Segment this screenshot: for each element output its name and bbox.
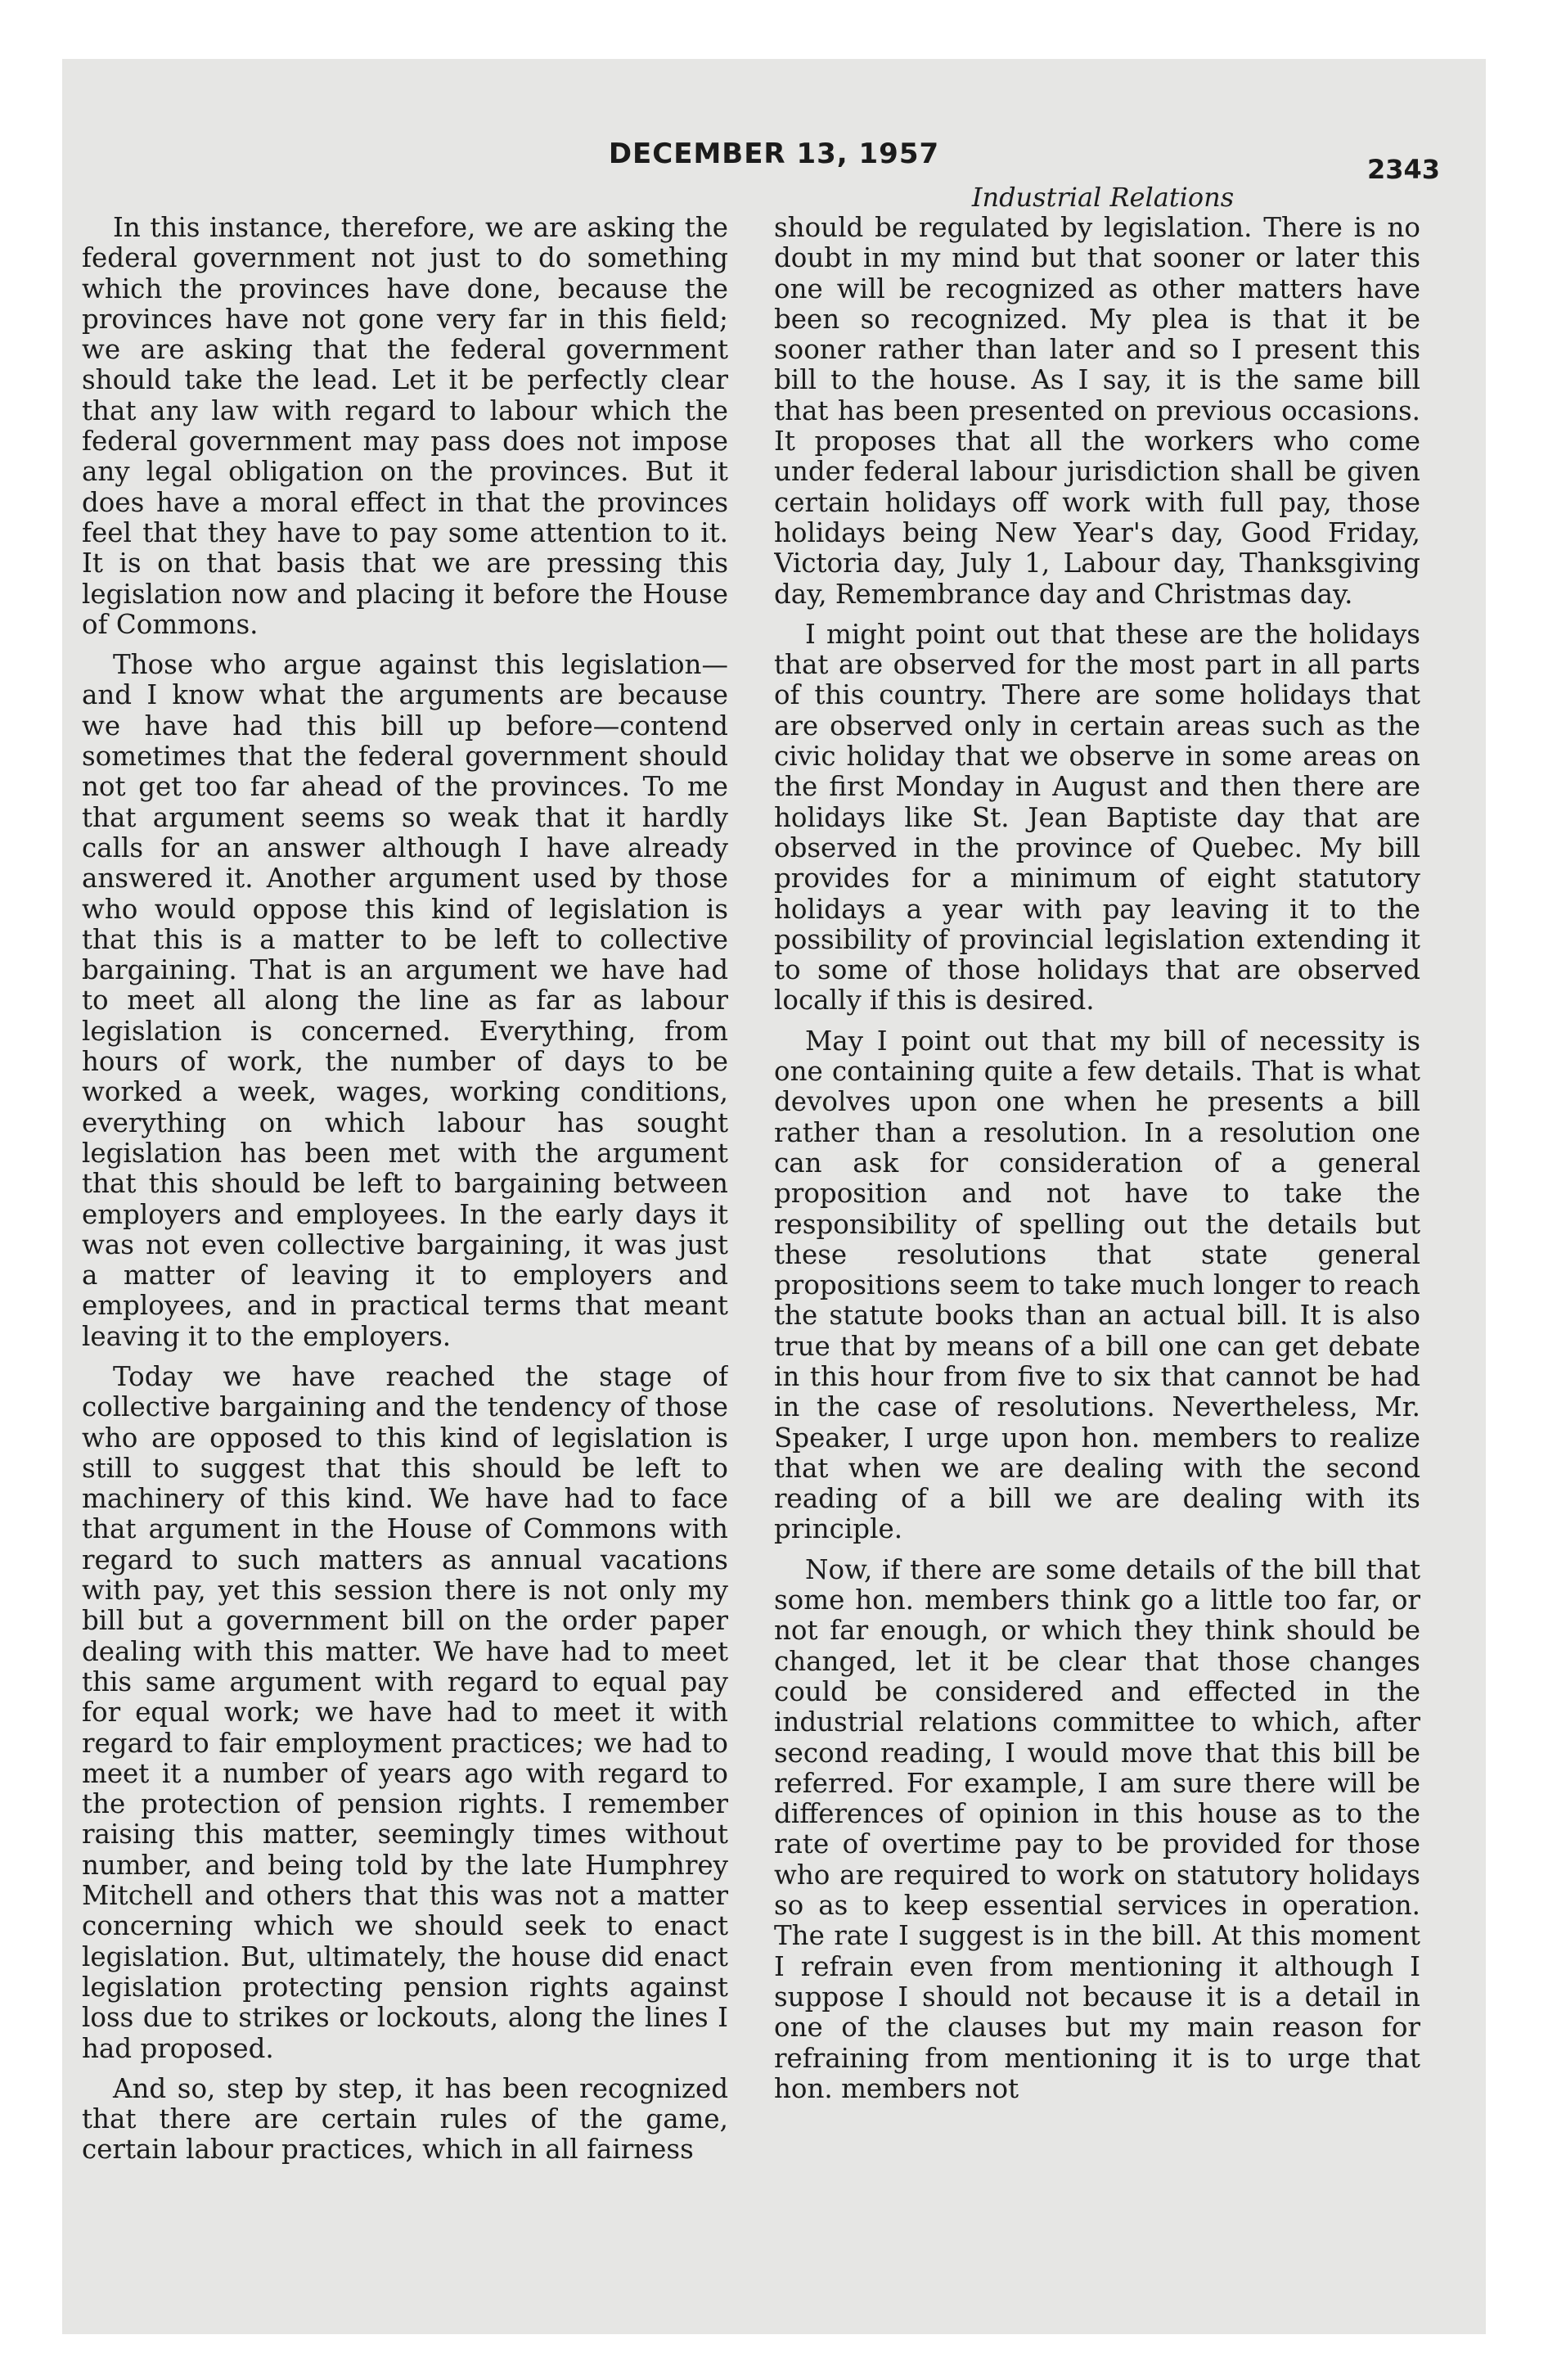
left-paragraph-4: And so, step by step, it has been recognized that there are certain rules of the game, certain labour practices, which in all fairness <box>82 2072 728 2166</box>
right-paragraph-3: May I point out that my bill of necessity is one containing quite a few details. That is what devolves upon one when he presents a bill rather than a resolution. In a resolution one can ask for consideration of a general proposition and not have to take the responsibility of spelling out the details but these resolutions that state general propositions seem to take much longer to reach the statute books than an actual bill. It is also true that by means of a bill one can get debate in this hour from five to six that cannot be had in the case of resolutions. Nevertheless, Mr. Speaker, I urge upon hon. members to realize that when we are dealing with the second reading of a bill we are dealing with its principle. <box>774 1025 1420 1545</box>
right-column <box>774 213 1420 2292</box>
left-paragraph-3: Today we have reached the stage of collective bargaining and the tendency of those who are opposed to this kind of legislation is still to suggest that this should be left to machinery of this kind. We have had to face that argument in the House of Commons with regard to such matters as annual vacations with pay, yet this session there is not only my bill but a government bill on the order paper dealing with this matter. We have had to meet this same argument with regard to equal pay for equal work; we have had to meet it with regard to fair employment practices; we had to meet it a number of years ago with regard to the protection of pension rights. I remember raising this matter, seemingly times without number, and being told by the late Humphrey Mitchell and others that this was not a matter concerning which we should seek to enact legislation. But, ultimately, the house did enact legislation protecting pension rights against loss due to strikes or lockouts, along the lines I had proposed. <box>82 1360 728 2064</box>
right-paragraph-1: should be regulated by legislation. There is no doubt in my mind but that sooner or later this one will be recognized as other matters have been so recognized. My plea is that it be sooner rather than later and so I present this bill to the house. As I say, it is the same bill that has been presented on previous occasions. It proposes that all the workers who come under federal labour jurisdiction shall be given certain holidays off work with full pay, those holidays being New Year's day, Good Friday, Victoria day, July 1, Labour day, Thanksgiving day, Remembrance day and Christmas day. <box>774 213 1420 610</box>
page-number: 2343 <box>1366 154 1440 185</box>
left-paragraph-2: Those who argue against this legislation—and I know what the arguments are because we have had this bill up before—contend sometimes that the federal government should not get too far ahead of the provinces. To me that argument seems so weak that it hardly calls for an answer although I have already answered it. Another argument used by those who would oppose this kind of legislation is that this is a matter to be left to collective bargaining. That is an argument we have had to meet all along the line as far as labour legislation is concerned. Everything, from hours of work, the number of days to be worked a week, wages, working conditions, everything on which labour has sought legislation has been met with the argument that this should be left to bargaining between employers and employees. In the early days it was not even collective bargaining, it was just a matter of leaving it to employers and employees, and in practical terms that meant leaving it to the employers. <box>82 649 728 1352</box>
right-paragraph-2: I might point out that these are the holidays that are observed for the most part in all parts of this country. There are some holidays that are observed only in certain areas such as the civic holiday that we observe in some areas on the first Monday in August and then there are holidays like St. Jean Baptiste day that are observed in the province of Quebec. My bill provides for a minimum of eight statutory holidays a year with pay leaving it to the possibility of provincial legislation extending it to some of those holidays that are observed locally if this is desired. <box>774 618 1420 1016</box>
left-column <box>82 213 728 2292</box>
section-title: Industrial Relations <box>971 182 1235 213</box>
left-paragraph-1: In this instance, therefore, we are asking the federal government not just to do something which the provinces have done, because the provinces have not gone very far in this field; we are asking that the federal government should take the lead. Let it be perfectly clear that any law with regard to labour which the federal government may pass does not impose any legal obligation on the provinces. But it does have a moral effect in that the provinces feel that they have to pay some attention to it. It is on that basis that we are pressing this legislation now and placing it before the House of Commons. <box>82 213 728 640</box>
right-paragraph-4: Now, if there are some details of the bill that some hon. members think go a little too far, or not far enough, or which they think should be changed, let it be clear that those changes could be considered and effected in the industrial relations committee to which, after second reading, I would move that this bill be referred. For example, I am sure there will be differences of opinion in this house as to the rate of overtime pay to be provided for those who are required to work on statutory holidays so as to keep essential services in operation. The rate I suggest is in the bill. At this moment I refrain even from mentioning it although I suppose I should not because it is a detail in one of the clauses but my main reason for refraining from mentioning it is to urge that hon. members not <box>774 1553 1420 2104</box>
header-date: DECEMBER 13, 1957 <box>608 137 940 170</box>
